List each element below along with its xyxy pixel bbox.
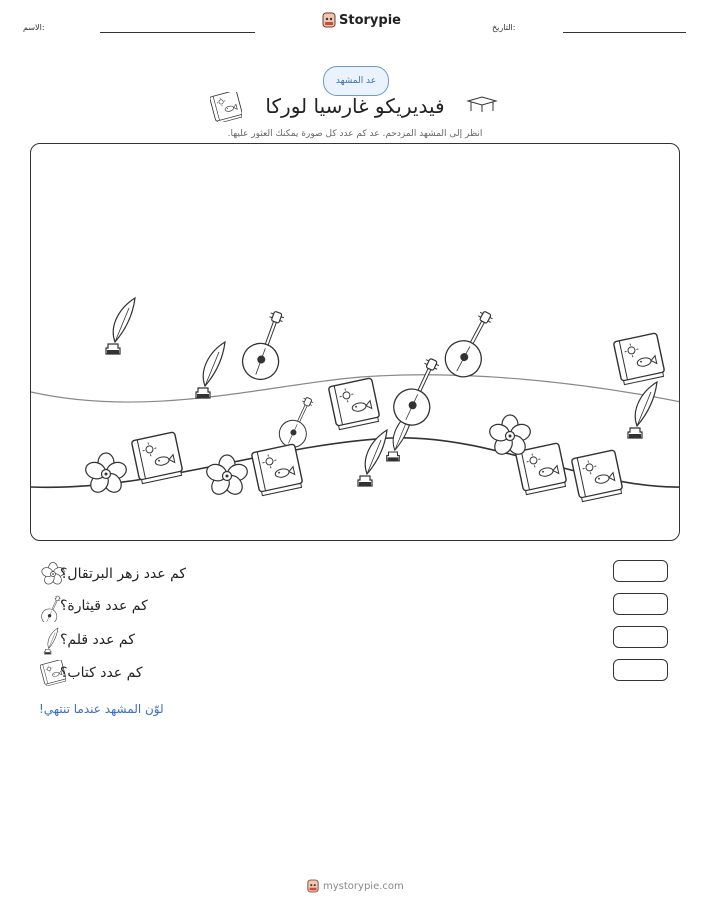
storypie-logo-icon [322, 12, 336, 28]
date-label: التاريخ: [492, 23, 516, 32]
book-icon [328, 378, 380, 430]
book-icon [251, 444, 303, 496]
flower-icon [84, 453, 129, 496]
quill-icon [40, 627, 62, 655]
coloring-note: لوّن المشهد عندما تنتهي! [39, 702, 164, 716]
guitar-icon [238, 306, 296, 384]
logo-text: Storypie [339, 12, 401, 28]
flower-icon [205, 455, 250, 498]
quill-icon [106, 298, 135, 354]
date-line[interactable] [563, 32, 686, 33]
answer-box-quills[interactable] [613, 626, 668, 648]
footer-url[interactable]: mystorypie.com [323, 880, 404, 892]
quill-icon [628, 382, 657, 438]
page-title: فيديريكو غارسيا لوركا [265, 94, 445, 118]
quill-icon [358, 430, 387, 486]
book-icon [613, 333, 665, 385]
storypie-logo-icon [307, 879, 319, 893]
footer [307, 879, 404, 893]
question-guitars: كم عدد قيثارة؟ [60, 598, 148, 614]
name-line[interactable] [100, 32, 255, 33]
answer-box-guitars[interactable] [613, 593, 668, 615]
guitar-icon [40, 594, 62, 622]
guitar-icon [275, 393, 322, 452]
quill-icon [196, 342, 225, 398]
book-icon [210, 92, 242, 122]
book-icon [571, 450, 623, 502]
question-quills: كم عدد قلم؟ [60, 632, 135, 648]
subtitle: انظر إلى المشهد المزدحم. عد كم عدد كل صورة يمكنك العثور عليها. [227, 129, 483, 139]
logo [322, 12, 401, 28]
answer-box-books[interactable] [613, 659, 668, 681]
answer-box-flowers[interactable] [613, 560, 668, 582]
activity-badge: عد المشهد [323, 66, 389, 96]
book-icon [131, 432, 183, 484]
guitar-icon [439, 304, 504, 383]
scene-frame [30, 143, 680, 541]
question-flowers: كم عدد زهر البرتقال؟ [60, 566, 187, 582]
guitar-icon [388, 352, 450, 431]
name-label: الاسم: [23, 23, 45, 32]
question-books: كم عدد كتاب؟ [60, 665, 143, 681]
